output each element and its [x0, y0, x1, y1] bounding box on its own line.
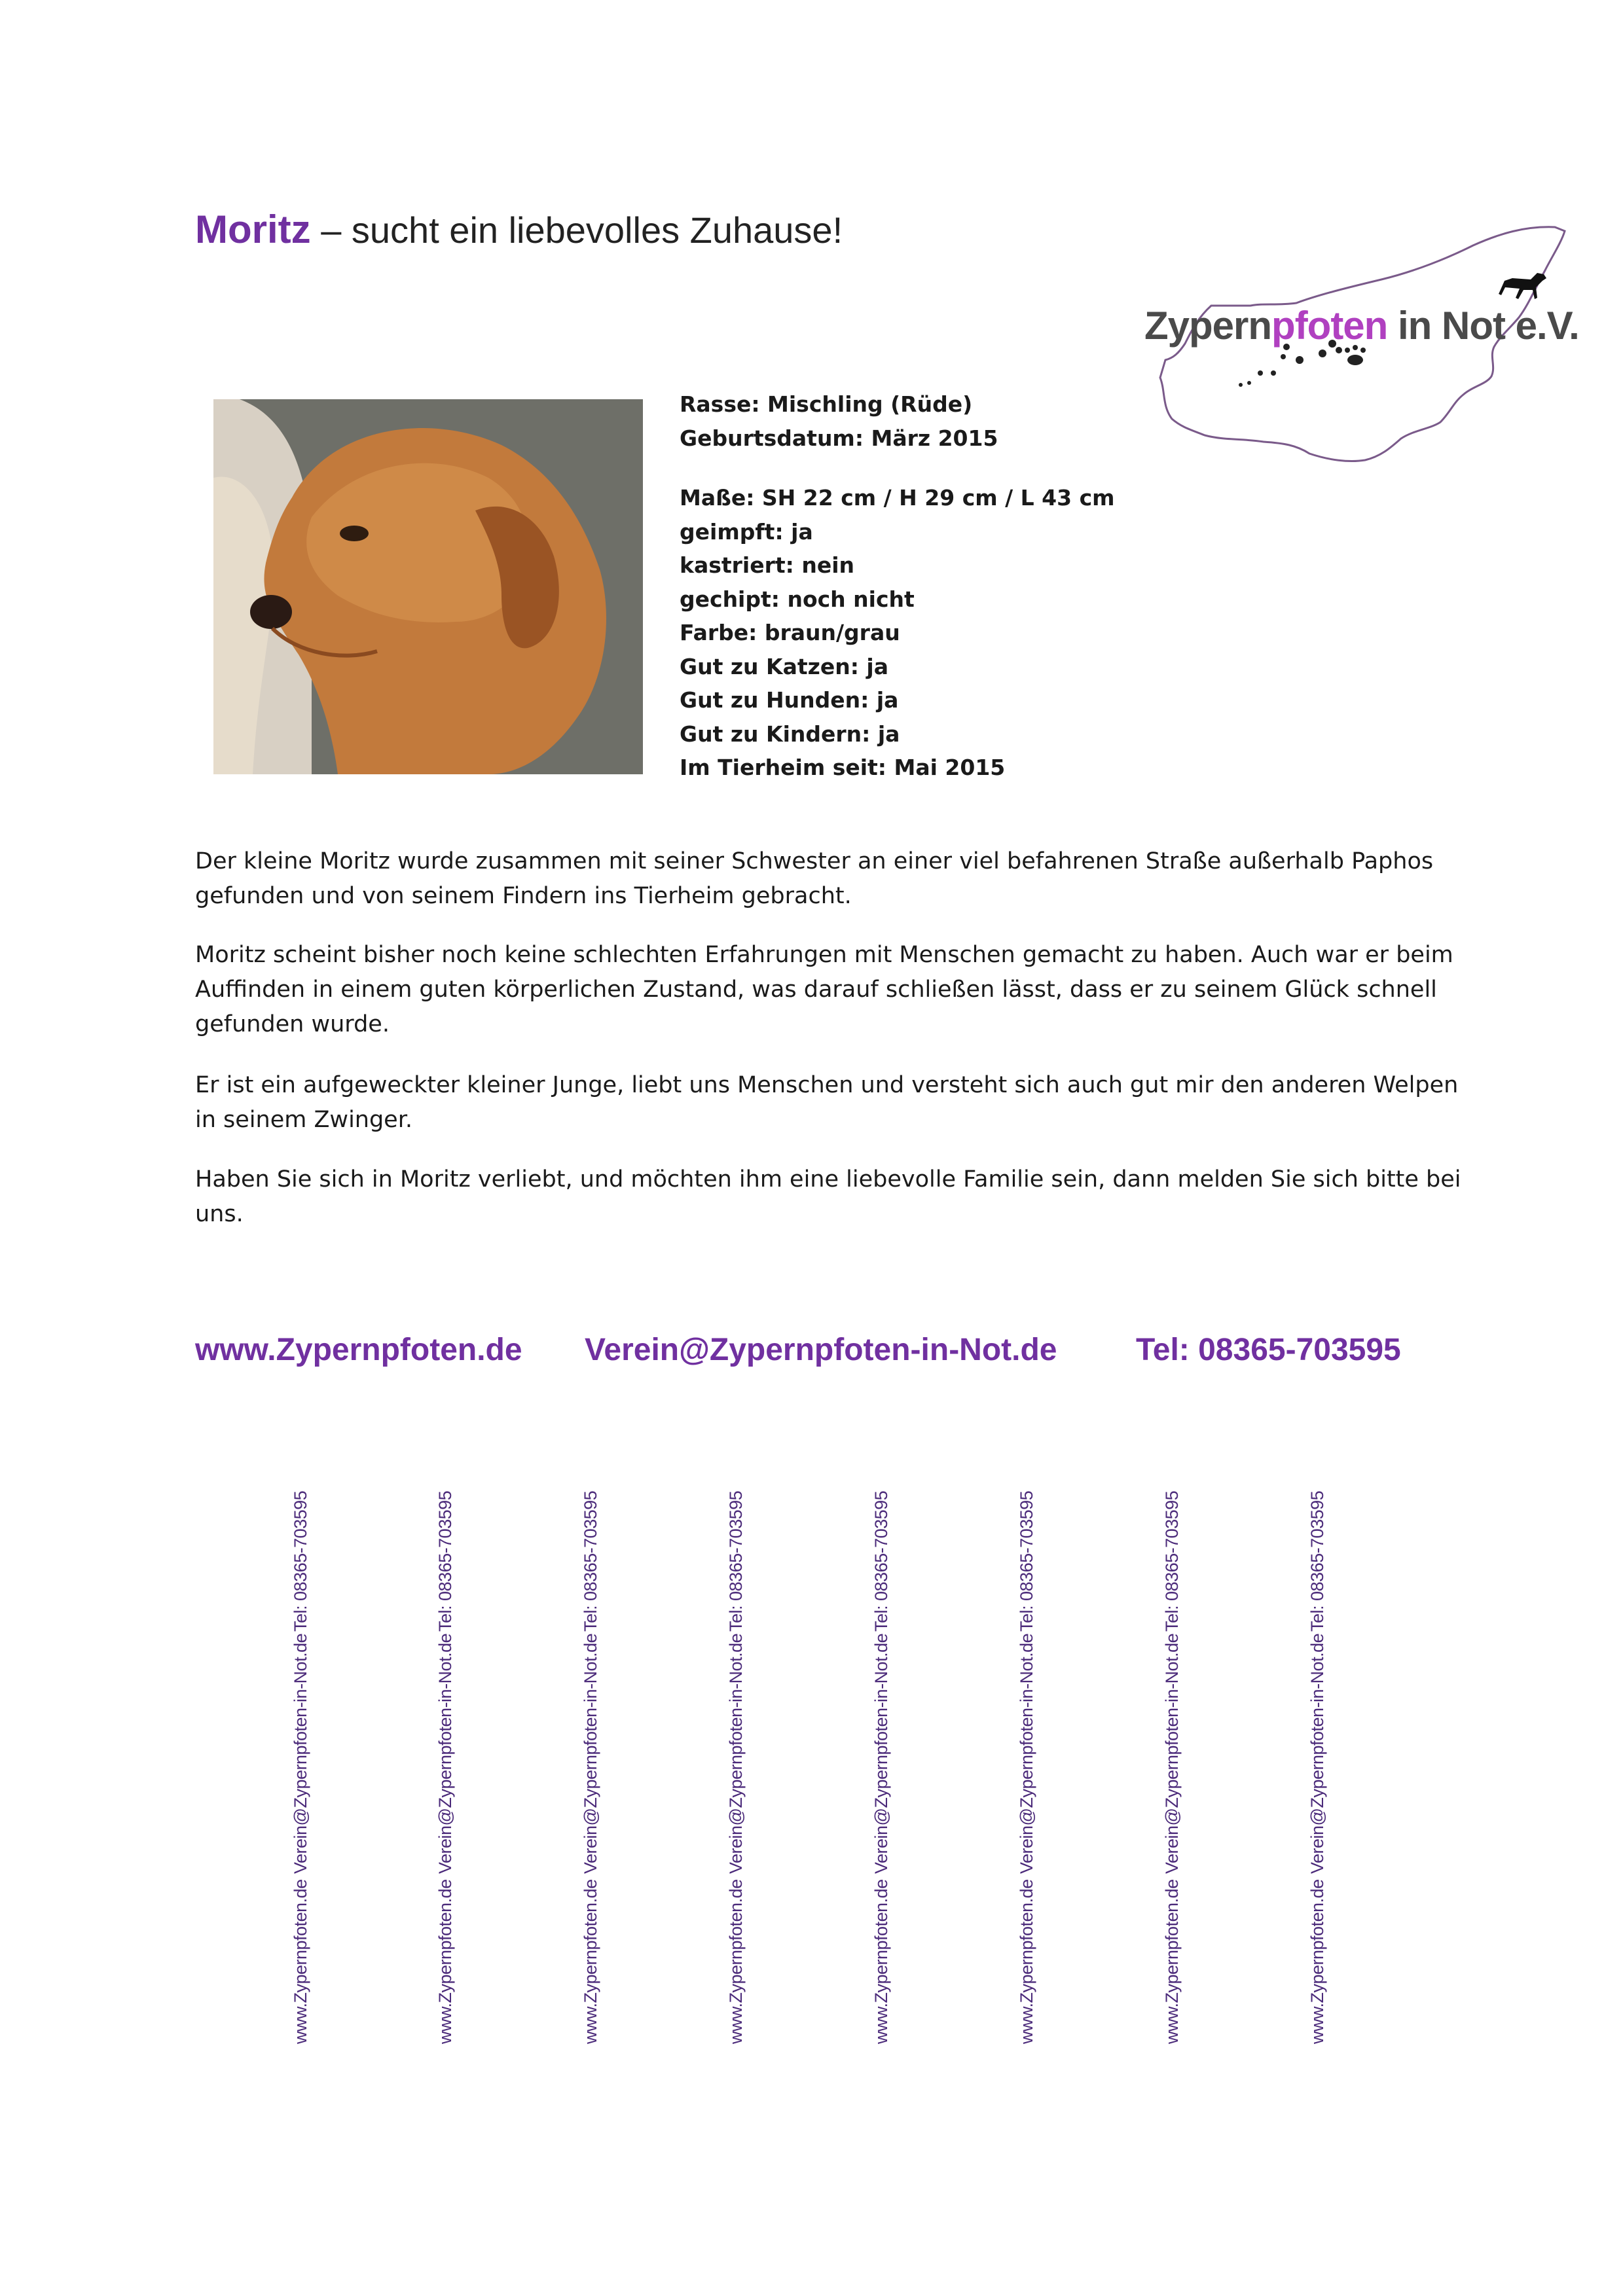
fact-birthdate: Geburtsdatum: März 2015 — [680, 425, 998, 451]
tear-strip[interactable] — [1152, 1490, 1191, 2049]
fact-vaccinated: geimpft: ja — [680, 518, 813, 545]
tear-strip[interactable] — [1006, 1490, 1046, 2049]
strip-phone: Tel: 08365-703595 — [1307, 1490, 1327, 1632]
logo-wordmark: Zypernpfoten in Not e.V. — [1144, 304, 1579, 348]
fact-good-with-dogs: Gut zu Hunden: ja — [680, 687, 899, 713]
strip-phone: Tel: 08365-703595 — [871, 1490, 891, 1632]
strip-phone: Tel: 08365-703595 — [726, 1490, 746, 1632]
strip-email: Verein@Zypernpfoten-in-Not.de — [435, 1633, 455, 1874]
strip-email: Verein@Zypernpfoten-in-Not.de — [1017, 1633, 1036, 1874]
strip-website: www.Zypernpfoten.de — [1017, 1879, 1036, 2044]
strip-phone: Tel: 08365-703595 — [1017, 1490, 1036, 1632]
tear-strip[interactable] — [716, 1490, 755, 2049]
tear-strip[interactable] — [1297, 1490, 1336, 2049]
fact-breed: Rasse: Mischling (Rüde) — [680, 391, 973, 417]
contact-phone[interactable]: Tel: 08365-703595 — [1136, 1333, 1401, 1367]
fact-neutered: kastriert: nein — [680, 552, 855, 578]
contact-website[interactable]: www.Zypernpfoten.de — [195, 1333, 522, 1367]
organization-logo — [1133, 219, 1578, 475]
strip-email: Verein@Zypernpfoten-in-Not.de — [1162, 1633, 1182, 1874]
fact-chipped: gechipt: noch nicht — [680, 586, 915, 612]
tear-strip[interactable] — [280, 1490, 319, 2049]
contact-email[interactable]: Verein@Zypernpfoten-in-Not.de — [585, 1333, 1057, 1367]
dog-photo — [213, 399, 643, 774]
strip-phone: Tel: 08365-703595 — [435, 1490, 455, 1632]
fact-color: Farbe: braun/grau — [680, 620, 900, 645]
strip-website: www.Zypernpfoten.de — [1162, 1879, 1182, 2044]
tear-strip[interactable] — [425, 1490, 464, 2049]
tear-strip[interactable] — [570, 1490, 610, 2049]
dog-silhouette-icon — [1499, 273, 1546, 299]
tear-strip[interactable] — [861, 1490, 900, 2049]
strip-website: www.Zypernpfoten.de — [435, 1879, 455, 2044]
description-paragraph-2: Moritz scheint bisher noch keine schlechten Erfahrungen mit Menschen gemacht zu haben. Auch war er beim Auffinden in einem guten körperlichen Zustand, was darauf schließen lässt, dass er zu seinem Glück schnell gefunden wurde. — [195, 942, 1453, 1037]
strip-website: www.Zypernpfoten.de — [726, 1879, 746, 2044]
strip-phone: Tel: 08365-703595 — [1162, 1490, 1182, 1632]
description-paragraph-1: Der kleine Moritz wurde zusammen mit seiner Schwester an einer viel befahrenen Straße außerhalb Paphos gefunden und von seinem Findern ins Tierheim gebracht. — [195, 848, 1434, 909]
page-title — [195, 207, 843, 252]
strip-email: Verein@Zypernpfoten-in-Not.de — [291, 1633, 310, 1874]
fact-measurements: Maße: SH 22 cm / H 29 cm / L 43 cm — [680, 485, 1115, 511]
dog-facts — [680, 387, 1115, 785]
description-paragraph-4: Haben Sie sich in Moritz verliebt, und möchten ihm eine liebevolle Familie sein, dann melden Sie sich bitte bei uns. — [195, 1166, 1461, 1227]
strip-phone: Tel: 08365-703595 — [581, 1490, 600, 1632]
title-subtitle: – sucht ein liebevolles Zuhause! — [310, 209, 843, 251]
fact-shelter-since: Im Tierheim seit: Mai 2015 — [680, 755, 1006, 780]
strip-website: www.Zypernpfoten.de — [871, 1879, 891, 2044]
strip-website: www.Zypernpfoten.de — [291, 1879, 310, 2044]
strip-email: Verein@Zypernpfoten-in-Not.de — [726, 1633, 746, 1874]
strip-website: www.Zypernpfoten.de — [1307, 1879, 1327, 2044]
description-paragraph-3: Er ist ein aufgeweckter kleiner Junge, liebt uns Menschen und versteht sich auch gut mir den anderen Welpen in seinem Zwinger. — [195, 1072, 1459, 1133]
strip-email: Verein@Zypernpfoten-in-Not.de — [1307, 1633, 1327, 1874]
strip-email: Verein@Zypernpfoten-in-Not.de — [581, 1633, 600, 1874]
strip-phone: Tel: 08365-703595 — [291, 1490, 310, 1632]
fact-good-with-cats: Gut zu Katzen: ja — [680, 653, 888, 679]
strip-website: www.Zypernpfoten.de — [581, 1879, 600, 2044]
fact-good-with-kids: Gut zu Kindern: ja — [680, 721, 900, 747]
strip-email: Verein@Zypernpfoten-in-Not.de — [871, 1633, 891, 1874]
dog-name: Moritz — [195, 207, 311, 251]
